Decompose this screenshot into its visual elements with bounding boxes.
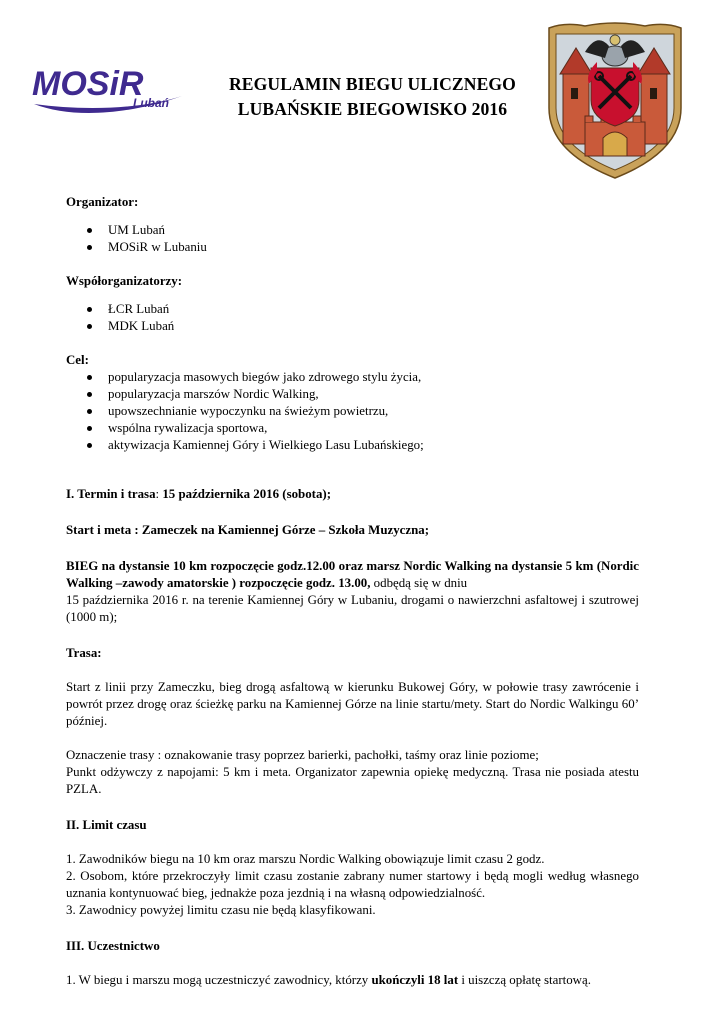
document-title bbox=[190, 72, 555, 122]
mosir-logo bbox=[30, 62, 185, 120]
title-line-2: LUBAŃSKIE BIEGOWISKO 2016 bbox=[237, 99, 508, 119]
list-item: popularyzacja masowych biegów jako zdrowego stylu życia, bbox=[66, 369, 639, 386]
time-limit-item-2: 2. Osobom, które przekroczyły limit czasu zostanie zabrany numer startowy i będą mogli według własnego uznania kontynuować bieg, jednakże poza jezdnią i na własną odpowiedzialność. bbox=[66, 869, 639, 900]
route-text: Start z linii przy Zameczku, bieg drogą asfaltową w kierunku Bukowej Góry, w połowie trasy zawrócenie i powrót przez drogę oraz ścieżkę parku na Kamiennej Górze na linie startu/mety. Start do Nordic Walkingu 60’ później. bbox=[66, 680, 639, 728]
co-organizers-heading: Współorganizatorzy: bbox=[66, 274, 182, 288]
list-item: upowszechnianie wypoczynku na świeżym powietrzu, bbox=[66, 403, 639, 420]
goals-heading: Cel: bbox=[66, 353, 89, 367]
term-label: I. Termin i trasa bbox=[66, 487, 156, 501]
time-limit-item-1: 1. Zawodników biegu na 10 km oraz marszu Nordic Walking obowiązuje limit czasu 2 godz. bbox=[66, 852, 545, 866]
race-location: 15 października 2016 r. na terenie Kamiennej Góry w Lubaniu, drogami o nawierzchni asfaltowej i szutrowej (1000 m); bbox=[66, 593, 639, 624]
title-line-1: REGULAMIN BIEGU ULICZNEGO bbox=[229, 74, 516, 94]
list-item: UM Lubań bbox=[66, 222, 639, 239]
svg-text:Lubań: Lubań bbox=[133, 96, 169, 110]
term-date: 15 października 2016 (sobota); bbox=[162, 487, 331, 501]
route-marking: Oznaczenie trasy : oznakowanie trasy poprzez barierki, pachołki, taśmy oraz linie poziome; bbox=[66, 748, 539, 762]
race-description: BIEG na dystansie 10 km rozpoczęcie godz.12.00 oraz marsz Nordic Walking na dystansie 5 km (Nordic Walking –zawody amatorskie ) rozpoczęcie godz. 13.00, odbędą się w dniu bbox=[66, 559, 639, 590]
organizer-heading: Organizator: bbox=[66, 195, 139, 209]
participation-heading: III. Uczestnictwo bbox=[66, 939, 160, 953]
time-limit-heading: II. Limit czasu bbox=[66, 818, 147, 832]
route-heading: Trasa: bbox=[66, 646, 102, 660]
list-item: MOSiR w Lubaniu bbox=[66, 239, 639, 256]
term-line: I. Termin i trasa: 15 października 2016 (sobota); bbox=[66, 487, 331, 501]
time-limit-item-3: 3. Zawodnicy powyżej limitu czasu nie będą klasyfikowani. bbox=[66, 903, 376, 917]
list-item: MDK Lubań bbox=[66, 318, 639, 335]
organizer-list bbox=[66, 222, 639, 256]
start-meta: Start i meta : Zameczek na Kamiennej Górze – Szkoła Muzyczna; bbox=[66, 523, 430, 537]
goals-list bbox=[66, 369, 639, 454]
coat-of-arms-icon bbox=[545, 22, 685, 182]
list-item: ŁCR Lubań bbox=[66, 301, 639, 318]
document-body bbox=[66, 194, 639, 989]
svg-text:MOSiR: MOSiR bbox=[32, 65, 144, 103]
list-item: popularyzacja marszów Nordic Walking, bbox=[66, 386, 639, 403]
list-item: wspólna rywalizacja sportowa, bbox=[66, 420, 639, 437]
refreshment-point: Punkt odżywczy z napojami: 5 km i meta. Organizator zapewnia opiekę medyczną. Trasa nie posiada atestu PZLA. bbox=[66, 765, 639, 796]
list-item: aktywizacja Kamiennej Góry i Wielkiego Lasu Lubańskiego; bbox=[66, 437, 639, 454]
co-organizers-list bbox=[66, 301, 639, 335]
participation-item-1: 1. W biegu i marszu mogą uczestniczyć zawodnicy, którzy ukończyli 18 lat i uiszczą opłatę startową. bbox=[66, 973, 591, 987]
